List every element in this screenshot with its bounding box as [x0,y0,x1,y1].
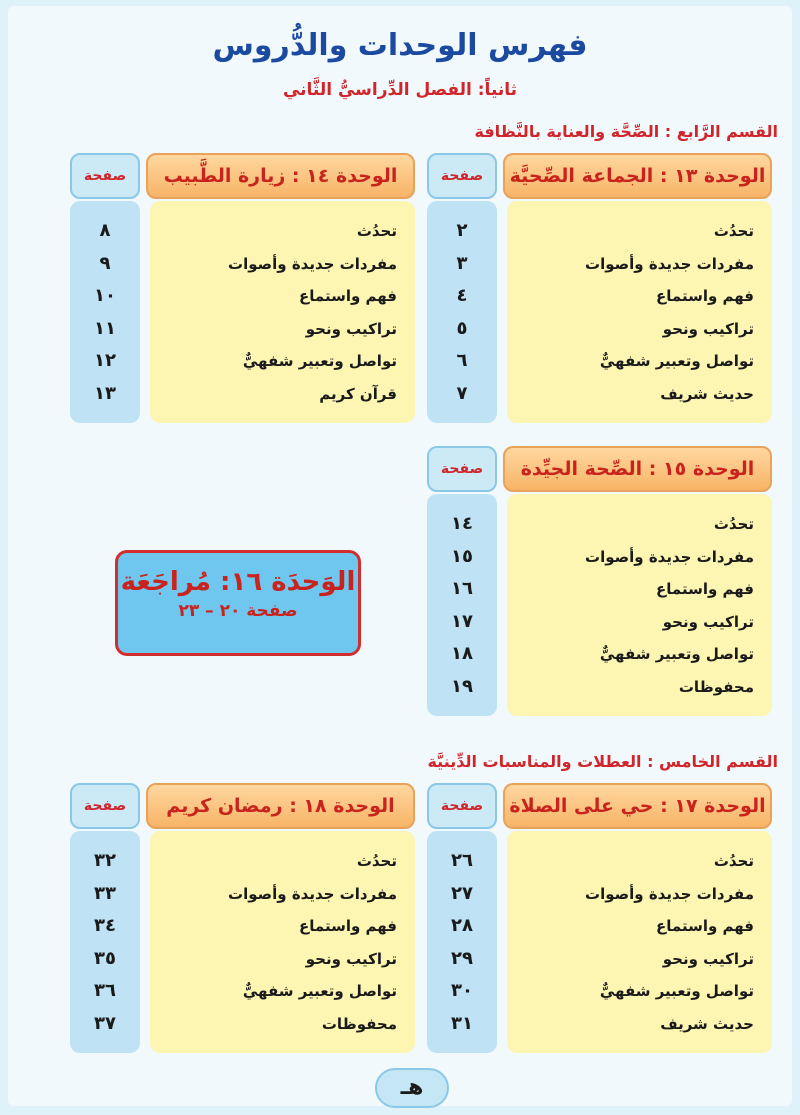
lesson-name: تراكيب ونحو [305,949,397,968]
lesson-page-number: ٤ [456,285,468,306]
lesson-page-number: ٢٧ [451,882,473,904]
lesson-page-number: ٦ [456,350,468,371]
lesson-name: تحدُث [356,852,397,870]
lesson-page-number: ٣٢ [94,850,116,871]
page-column-header: صفحة [70,783,140,829]
lesson-page-number: ١٩ [451,675,473,697]
lesson-name: فهم واستماع [656,917,754,935]
lesson-name: فهم واستماع [299,917,397,935]
lesson-page-number: ٢٩ [451,947,473,969]
section-4-title: القسم الرَّابع : الصِّحَّة والعناية بالنَّظافة [474,122,778,141]
page-subtitle: ثانياً: الفصل الدِّراسيُّ الثَّاني [282,80,518,100]
unit-title: الوحدة ١٥ : الصِّحة الجيِّدة [503,446,772,492]
lesson-page-number: ١٥ [451,545,473,567]
lesson-name: تحدُث [356,222,397,240]
lesson-name: تواصل وتعبير شفهيٌّ [599,352,754,370]
lesson-page-number: ٣٦ [94,980,116,1001]
lesson-page-number: ٣٧ [94,1012,116,1034]
lesson-name: تواصل وتعبير شفهيٌّ [242,982,397,1000]
lesson-page-number: ٥ [456,317,468,339]
lesson-name: تراكيب ونحو [305,319,397,338]
unit-title: الوحدة ١٣ : الجماعة الصِّحيَّة [503,153,772,199]
lesson-name: مفردات جديدة وأصوات [585,254,754,273]
lesson-page-number: ٣٤ [94,915,116,936]
lesson-page-number: ١٨ [451,643,473,664]
lesson-name: تحدُث [713,852,754,870]
lesson-name: تواصل وتعبير شفهيٌّ [599,982,754,1000]
lesson-page-number: ٣ [456,252,468,274]
lesson-page-number: ١٣ [94,382,116,404]
lesson-name: مفردات جديدة وأصوات [585,547,754,566]
page-column-header: صفحة [427,446,497,492]
lesson-name: تواصل وتعبير شفهيٌّ [242,352,397,370]
lesson-name: حديث شريف [660,384,754,403]
unit-title: الوحدة ١٧ : حي على الصلاة [503,783,772,829]
lesson-name: تواصل وتعبير شفهيٌّ [599,645,754,663]
lesson-page-number: ١٦ [451,578,473,599]
lesson-page-number: ٣٣ [94,882,116,904]
lesson-page-number: ١٠ [94,285,116,306]
lesson-name: فهم واستماع [656,287,754,305]
lesson-page-number: ١٢ [94,350,116,371]
lesson-name: تحدُث [713,515,754,533]
lesson-name: محفوظات [321,1014,397,1033]
lesson-name: مفردات جديدة وأصوات [585,884,754,903]
lesson-page-number: ١١ [94,317,116,339]
lesson-name: حديث شريف [660,1014,754,1033]
page-column-header: صفحة [70,153,140,199]
lesson-page-number: ٢ [456,220,468,241]
lesson-name: قرآن كريم [319,384,397,403]
lesson-page-number: ٨ [99,220,111,241]
review-title: الوَحدَة ١٦: مُراجَعَة [120,567,356,597]
lesson-name: فهم واستماع [299,287,397,305]
lesson-name: تراكيب ونحو [662,319,754,338]
unit-title: الوحدة ١٤ : زيارة الطَّبيب [146,153,415,199]
page-title: فهرس الوحدات والدُّروس [212,28,588,63]
footer-page-number: هـ [375,1068,449,1108]
lesson-name: فهم واستماع [656,580,754,598]
lesson-page-number: ١٤ [451,513,473,534]
lesson-page-number: ٢٦ [451,850,473,871]
lesson-page-number: ٣٥ [94,947,116,969]
page-column-header: صفحة [427,153,497,199]
lesson-name: مفردات جديدة وأصوات [228,884,397,903]
lesson-page-number: ٣١ [451,1012,473,1034]
unit-title: الوحدة ١٨ : رمضان كريم [146,783,415,829]
lesson-name: تراكيب ونحو [662,949,754,968]
lesson-page-number: ١٧ [451,610,473,632]
lesson-name: مفردات جديدة وأصوات [228,254,397,273]
page-column-header: صفحة [427,783,497,829]
lesson-page-number: ٣٠ [451,980,473,1001]
lesson-page-number: ٩ [99,252,111,274]
section-5-title: القسم الخامس : العطلات والمناسبات الدِّينيَّة [427,752,778,771]
review-pages: صفحة ٢٠ – ٢٣ [178,601,298,621]
lesson-name: تحدُث [713,222,754,240]
review-unit-16-box [115,550,361,656]
lesson-name: تراكيب ونحو [662,612,754,631]
lesson-page-number: ٢٨ [451,915,473,936]
lesson-page-number: ٧ [456,382,468,404]
lesson-name: محفوظات [678,677,754,696]
